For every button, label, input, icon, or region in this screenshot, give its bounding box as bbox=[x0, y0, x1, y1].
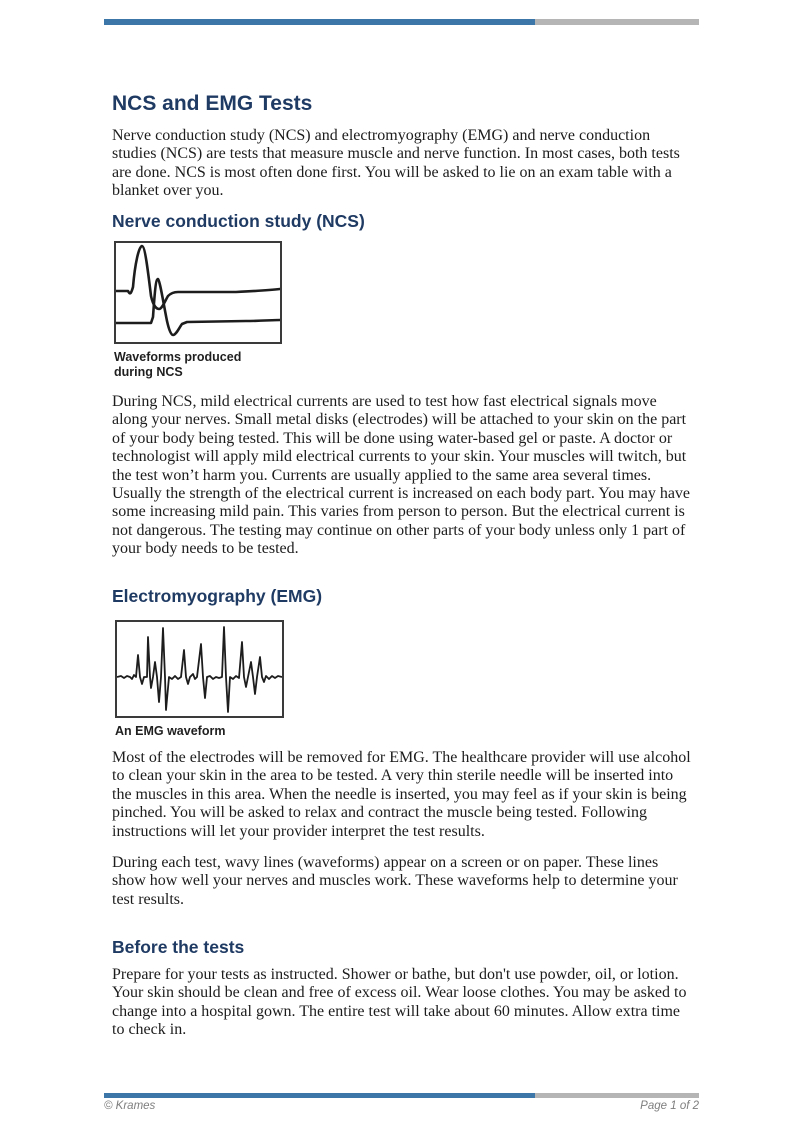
footer-page-indicator: Page 1 of 2 bbox=[640, 1100, 699, 1112]
footer bbox=[104, 1100, 699, 1112]
emg-figure-caption: An EMG waveform bbox=[115, 724, 226, 738]
emg-body bbox=[112, 749, 692, 909]
ncs-waveforms-figure bbox=[114, 241, 282, 379]
ncs-figure-caption: Waveforms produced during NCS bbox=[114, 350, 242, 379]
intro-paragraph: Nerve conduction study (NCS) and electromyography (EMG) and nerve conduction studies (NCS) are tests that measure muscle and nerve function. In most cases, both tests are done. NCS is most often done first. You will be asked to lie on an exam table with a blanket over you. bbox=[112, 127, 680, 200]
header-rule-muted-segment bbox=[535, 19, 699, 25]
emg-waveform-figure bbox=[115, 620, 284, 739]
ncs-body-paragraph: During NCS, mild electrical currents are used to test how fast electrical signals move along your nerves. Small metal disks (electrodes) will be attached to your skin on the part of your body being tested. This will be done using water-based gel or paste. A doctor or technologist will apply mild electrical currents to your skin. Your muscles will twitch, but the test won’t harm you. Currents are usually applied to the same area several times. Usually the strength of the electrical current is increased on each body part. You may have some increasing mild pain. This varies from person to person. But the electrical current is not dangerous. The testing may continue on other parts of your body unless only 1 part of your body needs to be tested. bbox=[112, 393, 691, 558]
page-title: NCS and EMG Tests bbox=[112, 92, 313, 115]
emg-waveform-image bbox=[115, 620, 284, 718]
emg-paragraph-2: During each test, wavy lines (waveforms) appear on a screen or on paper. These lines show how well your nerves and muscles work. These waveforms help to determine your test results. bbox=[112, 854, 678, 908]
emg-paragraph-1: Most of the electrodes will be removed for EMG. The healthcare provider will use alcohol to clean your skin in the area to be tested. A very thin sterile needle will be inserted into the muscles in this area. When the needle is inserted, you may feel as if your skin is being pinched. You will be asked to relax and contract the muscle being tested. Following instructions will let your provider interpret the test results. bbox=[112, 749, 691, 840]
header-rule-bar bbox=[104, 19, 699, 25]
footer-rule-bar bbox=[104, 1093, 699, 1098]
ncs-waveforms-image bbox=[114, 241, 282, 344]
section-heading-emg: Electromyography (EMG) bbox=[112, 586, 323, 606]
section-heading-before-tests: Before the tests bbox=[112, 937, 245, 957]
footer-rule-accent-segment bbox=[104, 1093, 535, 1098]
before-tests-paragraph: Prepare for your tests as instructed. Shower or bathe, but don't use powder, oil, or lotion. Your skin should be clean and free of excess oil. Wear loose clothes. You may be asked to change into a hospital gown. The entire test will take about 60 minutes. Allow extra time to check in. bbox=[112, 966, 687, 1039]
header-rule-accent-segment bbox=[104, 19, 535, 25]
footer-copyright: © Krames bbox=[104, 1100, 156, 1112]
footer-rule-muted-segment bbox=[535, 1093, 699, 1098]
section-heading-ncs: Nerve conduction study (NCS) bbox=[112, 211, 365, 231]
